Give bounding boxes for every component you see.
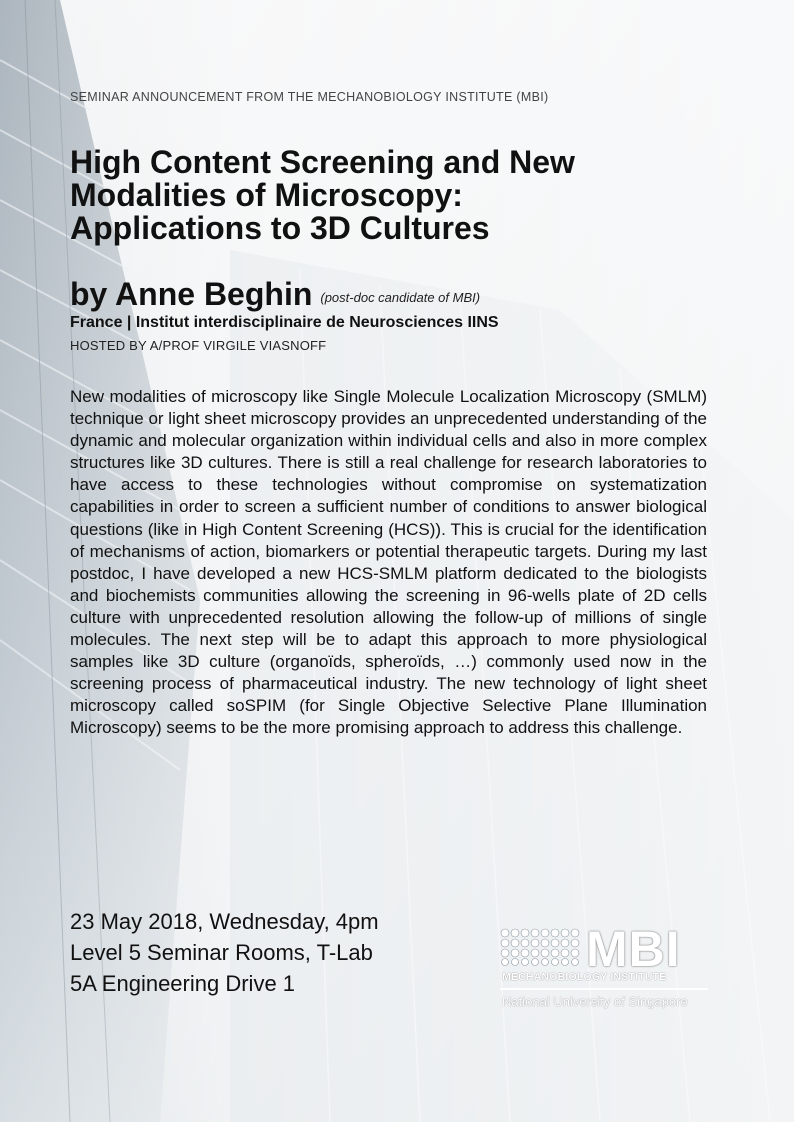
speaker-name: by Anne Beghin <box>70 276 313 312</box>
title-line: Modalities of Microscopy: <box>70 177 463 213</box>
event-room: Level 5 Seminar Rooms, T-Lab <box>70 940 373 965</box>
logo-divider <box>500 988 708 990</box>
host-line: HOSTED BY A/PROF VIRGILE VIASNOFF <box>70 338 327 353</box>
event-details <box>70 906 379 999</box>
mbi-logo <box>500 921 710 1016</box>
speaker-affiliation: France | Institut interdisciplinaire de Neurosciences IINS <box>70 314 499 331</box>
event-datetime: 23 May 2018, Wednesday, 4pm <box>70 909 379 934</box>
logo-mbi-text: MBI <box>586 921 681 977</box>
title-line: High Content Screening and New <box>70 144 575 180</box>
abstract-text: New modalities of microscopy like Single Molecule Localization Microscopy (SMLM) technique or light sheet microscopy provides an unprecedented understanding of the dynamic and molecular organization within individual cells and also in more complex structures like 3D cultures. There is still a real challenge for research laboratories to have access to these technologies without compromise on systematization capabilities in order to screen a sufficient number of conditions to answer biological questions (like in High Content Screening (HCS)). This is crucial for the identification of mechanisms of action, biomarkers or potential therapeutic targets. During my last postdoc, I have developed a new HCS-SMLM platform dedicated to the biologists and biochemists communities allowing the screening in 96-wells plate of 2D cells culture with unprecedented resolution allowing the follow-up of millions of single molecules. The next step will be to adapt this approach to more physiological samples like 3D culture (organoïds, spheroïds, …) commonly used now in the screening process of pharmaceutical industry. The new technology of light sheet microscopy called soSPIM (for Single Objective Selective Plane Illumination Microscopy) seems to be the more promising approach to address this challenge. <box>70 387 707 738</box>
announcement-header: SEMINAR ANNOUNCEMENT FROM THE MECHANOBIOLOGY INSTITUTE (MBI) <box>70 90 549 104</box>
seminar-title <box>70 146 710 245</box>
speaker-role: (post-doc candidate of MBI) <box>320 290 481 305</box>
speaker-line <box>70 276 480 313</box>
logo-dot-grid-icon <box>500 928 580 966</box>
event-address: 5A Engineering Drive 1 <box>70 971 296 996</box>
title-line: Applications to 3D Cultures <box>70 210 490 246</box>
logo-university: National University of Singapore <box>502 994 688 1009</box>
logo-subtitle: MECHANOBIOLOGY INSTITUTE <box>502 971 667 983</box>
